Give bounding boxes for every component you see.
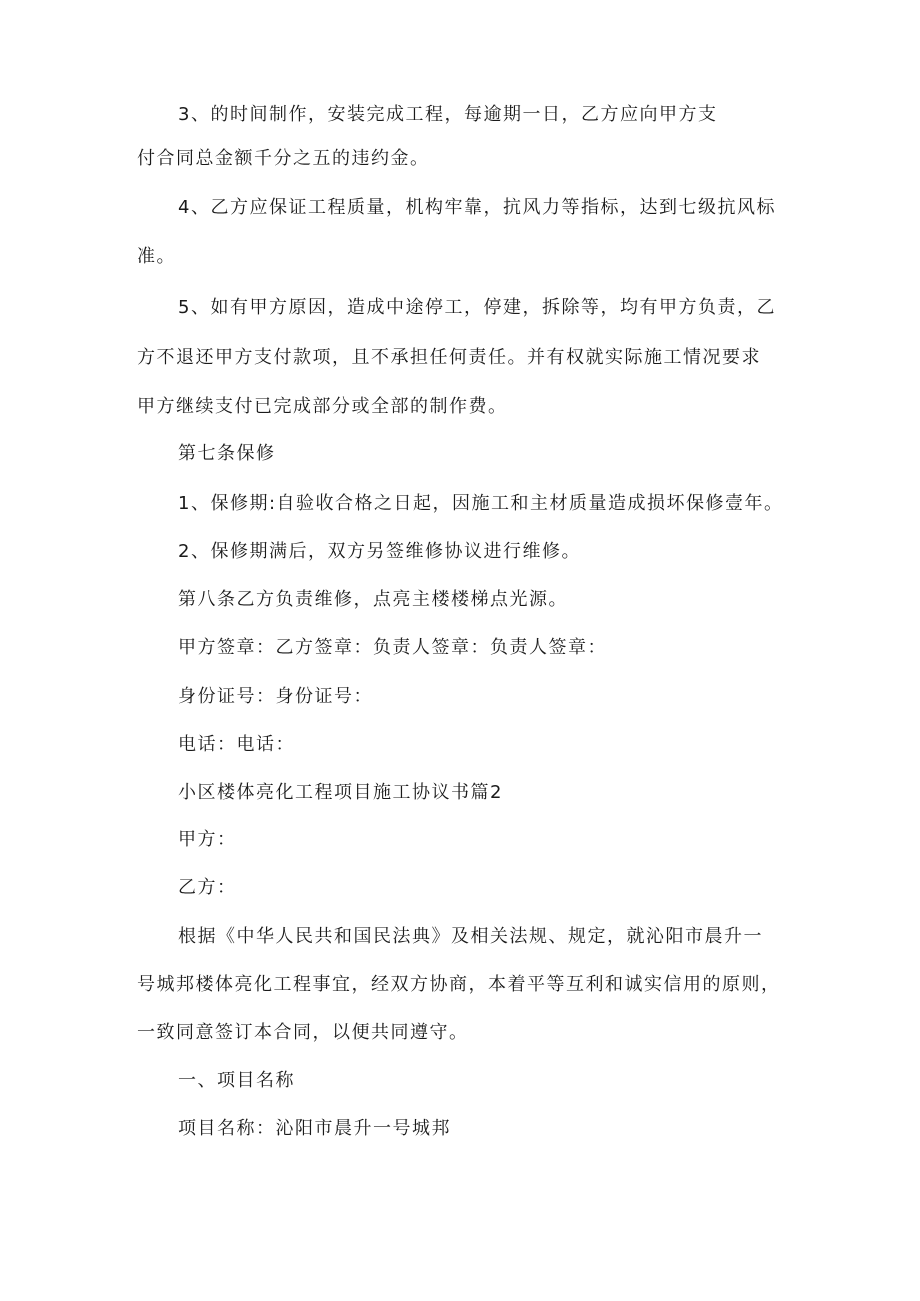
paragraph-4-line-2: 准。 xyxy=(137,246,176,267)
paragraph-3-line-1: 3、的时间制作，安装完成工程，每逾期一日，乙方应向甲方支 xyxy=(178,104,718,125)
paragraph-3-line-2: 付合同总金额千分之五的违约金。 xyxy=(137,148,430,169)
preamble-line-2: 号城邦楼体亮化工程事宜，经双方协商，本着平等互利和诚实信用的原则， xyxy=(137,974,781,995)
warranty-item-2: 2、保修期满后，双方另签维修协议进行维修。 xyxy=(178,541,581,562)
paragraph-4-line-1: 4、乙方应保证工程质量，机构牢靠，抗风力等指标，达到七级抗风标 xyxy=(178,197,776,218)
project-name-line: 项目名称：沁阳市晨升一号城邦 xyxy=(178,1118,451,1139)
paragraph-5-line-3: 甲方继续支付已完成部分或全部的制作费。 xyxy=(137,396,508,417)
preamble-line-1: 根据《中华人民共和国民法典》及相关法规、规定，就沁阳市晨升一 xyxy=(178,926,763,947)
phone-line: 电话：电话： xyxy=(178,734,295,755)
preamble-line-3: 一致同意签订本合同，以便共同遵守。 xyxy=(137,1022,469,1043)
paragraph-5-line-1: 5、如有甲方原因，造成中途停工，停建，拆除等，均有甲方负责，乙 xyxy=(178,297,776,318)
agreement-2-title: 小区楼体亮化工程项目施工协议书篇2 xyxy=(178,782,503,803)
signature-line: 甲方签章：乙方签章：负责人签章：负责人签章： xyxy=(178,637,607,658)
section-1-heading: 一、项目名称 xyxy=(178,1070,295,1091)
party-b-label: 乙方： xyxy=(178,877,237,898)
id-number-line: 身份证号：身份证号： xyxy=(178,686,373,707)
warranty-item-1: 1、保修期:自验收合格之日起，因施工和主材质量造成损坏保修壹年。 xyxy=(178,493,784,514)
section-7-heading: 第七条保修 xyxy=(178,443,276,464)
paragraph-5-line-2: 方不退还甲方支付款项，且不承担任何责任。并有权就实际施工情况要求 xyxy=(137,347,761,368)
party-a-label: 甲方： xyxy=(178,829,237,850)
section-8-text: 第八条乙方负责维修，点亮主楼楼梯点光源。 xyxy=(178,589,568,610)
